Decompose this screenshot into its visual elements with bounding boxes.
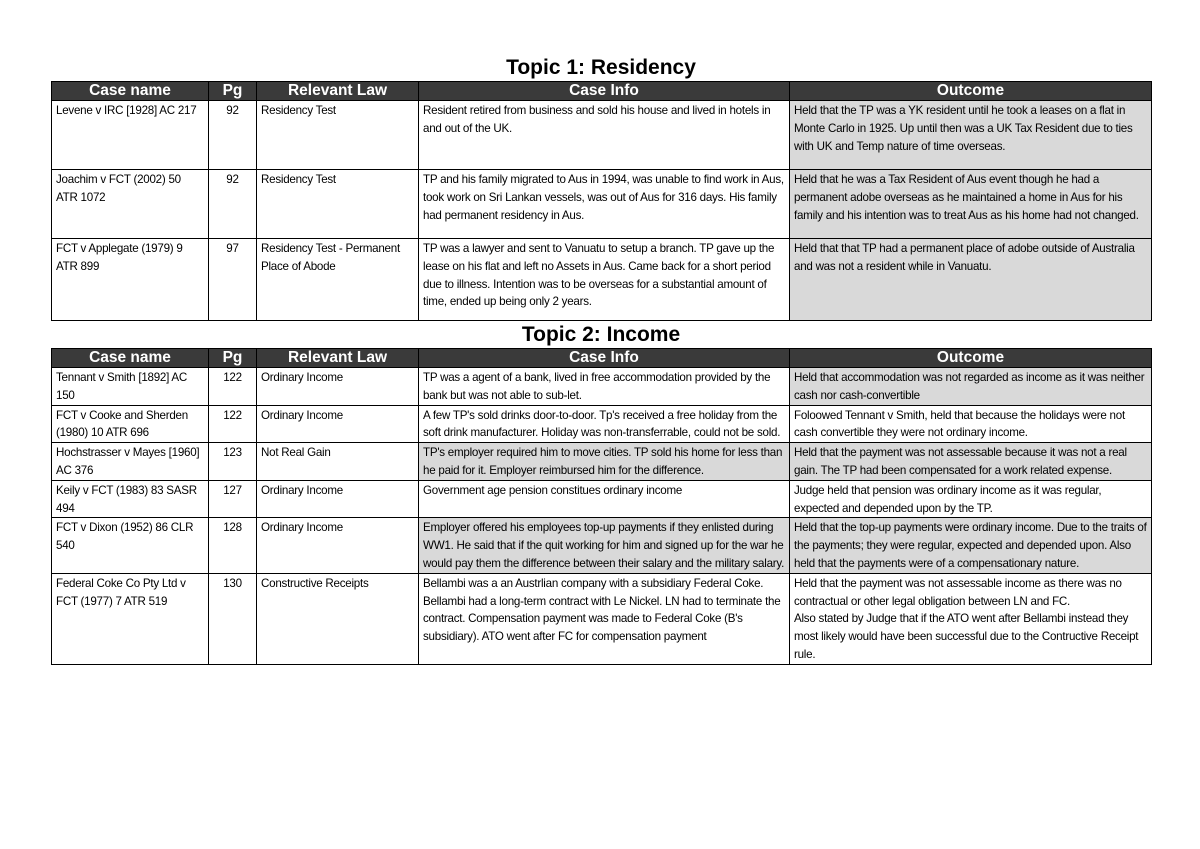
page-cell: 127 <box>209 480 257 518</box>
law-cell: Ordinary Income <box>257 405 419 443</box>
case-name-cell: Keily v FCT (1983) 83 SASR 494 <box>52 480 209 518</box>
outcome-cell: Held that that TP had a permanent place of adobe outside of Australia and was not a resident while in Vanuatu. <box>790 239 1152 321</box>
page-cell: 122 <box>209 405 257 443</box>
header-case-name: Case name <box>52 349 209 368</box>
case-name-cell: FCT v Applegate (1979) 9 ATR 899 <box>52 239 209 321</box>
outcome-cell: Held that the TP was a YK resident until he took a leases on a flat in Monte Carlo in 1925. Up until then was a UK Tax Resident due to ties with UK and Temp nature of time overseas. <box>790 101 1152 170</box>
case-name-cell: Levene v IRC [1928] AC 217 <box>52 101 209 170</box>
table-row <box>52 518 1152 573</box>
header-relevant-law: Relevant Law <box>257 82 419 101</box>
law-cell: Residency Test <box>257 170 419 239</box>
outcome-paragraph: Held that the payment was not assessable income as there was no contractual or other legal obligation between LN and FC. <box>794 576 1122 608</box>
law-cell: Ordinary Income <box>257 518 419 573</box>
law-cell: Constructive Receipts <box>257 573 419 664</box>
info-cell: TP's employer required him to move cities. TP sold his home for less than he paid for it. Employer reimbursed him for the difference. <box>419 443 790 481</box>
header-relevant-law: Relevant Law <box>257 349 419 368</box>
page-cell: 92 <box>209 101 257 170</box>
header-case-name: Case name <box>52 82 209 101</box>
topic-1-title: Topic 1: Residency <box>506 56 696 79</box>
header-outcome: Outcome <box>790 82 1152 101</box>
outcome-cell: Held that the top-up payments were ordinary income. Due to the traits of the payments; they were regular, expected and depended upon. Also held that the payments were of a compensationary nature. <box>790 518 1152 573</box>
header-pg: Pg <box>209 349 257 368</box>
outcome-cell: Held that he was a Tax Resident of Aus event though he had a permanent adobe overseas as he maintained a home in Aus for his family and his intention was to treat Aus as his home had not changed. <box>790 170 1152 239</box>
law-cell: Ordinary Income <box>257 480 419 518</box>
topic-2-title: Topic 2: Income <box>521 323 681 346</box>
law-cell: Residency Test <box>257 101 419 170</box>
law-cell: Ordinary Income <box>257 368 419 406</box>
outcome-cell <box>790 573 1152 664</box>
outcome-cell: Held that the payment was not assessable because it was not a real gain. The TP had been compensated for a work related expense. <box>790 443 1152 481</box>
info-cell: TP was a lawyer and sent to Vanuatu to setup a branch. TP gave up the lease on his flat and left no Assets in Aus. Came back for a short period due to illness. Intention was to be overseas for a substantial amount of time, ended up being only 2 years. <box>419 239 790 321</box>
table-header-row <box>52 82 1152 101</box>
info-cell: TP was a agent of a bank, lived in free accommodation provided by the bank but was not able to sub-let. <box>419 368 790 406</box>
law-cell: Residency Test - Permanent Place of Abode <box>257 239 419 321</box>
case-name-cell: Federal Coke Co Pty Ltd v FCT (1977) 7 ATR 519 <box>52 573 209 664</box>
table-row <box>52 405 1152 443</box>
table-row <box>52 368 1152 406</box>
info-cell: Resident retired from business and sold his house and lived in hotels in and out of the UK. <box>419 101 790 170</box>
header-outcome: Outcome <box>790 349 1152 368</box>
page-cell: 97 <box>209 239 257 321</box>
table-row <box>52 480 1152 518</box>
page-cell: 122 <box>209 368 257 406</box>
table-row <box>52 101 1152 170</box>
table-row <box>52 170 1152 239</box>
table-header-row <box>52 349 1152 368</box>
page-cell: 130 <box>209 573 257 664</box>
table-row <box>52 239 1152 321</box>
page-cell: 128 <box>209 518 257 573</box>
case-name-cell: FCT v Cooke and Sherden (1980) 10 ATR 696 <box>52 405 209 443</box>
page-cell: 92 <box>209 170 257 239</box>
law-cell: Not Real Gain <box>257 443 419 481</box>
outcome-paragraph: Also stated by Judge that if the ATO went after Bellambi instead they most likely would have been successful due to the Contructive Receipt rule. <box>794 612 1139 661</box>
residency-table <box>51 81 1152 321</box>
info-cell: Bellambi was a an Austrlian company with a subsidiary Federal Coke. Bellambi had a long-term contract with Le Nickel. LN had to terminate the contract. Compensation payment was made to Federal Coke (B's subsidiary). ATO went after FC for compensation payment <box>419 573 790 664</box>
page-cell: 123 <box>209 443 257 481</box>
info-cell: Employer offered his employees top-up payments if they enlisted during WW1. He said that if the quit working for him and signed up for the war he would pay them the difference between their salary and the military salary. <box>419 518 790 573</box>
outcome-cell: Foloowed Tennant v Smith, held that because the holidays were not cash convertible they were not ordinary income. <box>790 405 1152 443</box>
info-cell: A few TP's sold drinks door-to-door. Tp's received a free holiday from the soft drink manufacturer. Holiday was non-transferrable, could not be sold. <box>419 405 790 443</box>
table-row <box>52 573 1152 664</box>
table-row <box>52 443 1152 481</box>
case-name-cell: Joachim v FCT (2002) 50 ATR 1072 <box>52 170 209 239</box>
case-name-cell: Hochstrasser v Mayes [1960] AC 376 <box>52 443 209 481</box>
header-case-info: Case Info <box>419 82 790 101</box>
outcome-cell: Held that accommodation was not regarded as income as it was neither cash nor cash-convertible <box>790 368 1152 406</box>
case-name-cell: Tennant v Smith [1892] AC 150 <box>52 368 209 406</box>
header-pg: Pg <box>209 82 257 101</box>
header-case-info: Case Info <box>419 349 790 368</box>
case-name-cell: FCT v Dixon (1952) 86 CLR 540 <box>52 518 209 573</box>
income-table <box>51 348 1152 665</box>
info-cell: Government age pension constitues ordinary income <box>419 480 790 518</box>
info-cell: TP and his family migrated to Aus in 1994, was unable to find work in Aus, took work on Sri Lankan vessels, was out of Aus for 316 days. His family had permanent residency in Aus. <box>419 170 790 239</box>
document-page <box>51 55 1151 665</box>
outcome-cell: Judge held that pension was ordinary income as it was regular, expected and depended upon by the TP. <box>790 480 1152 518</box>
